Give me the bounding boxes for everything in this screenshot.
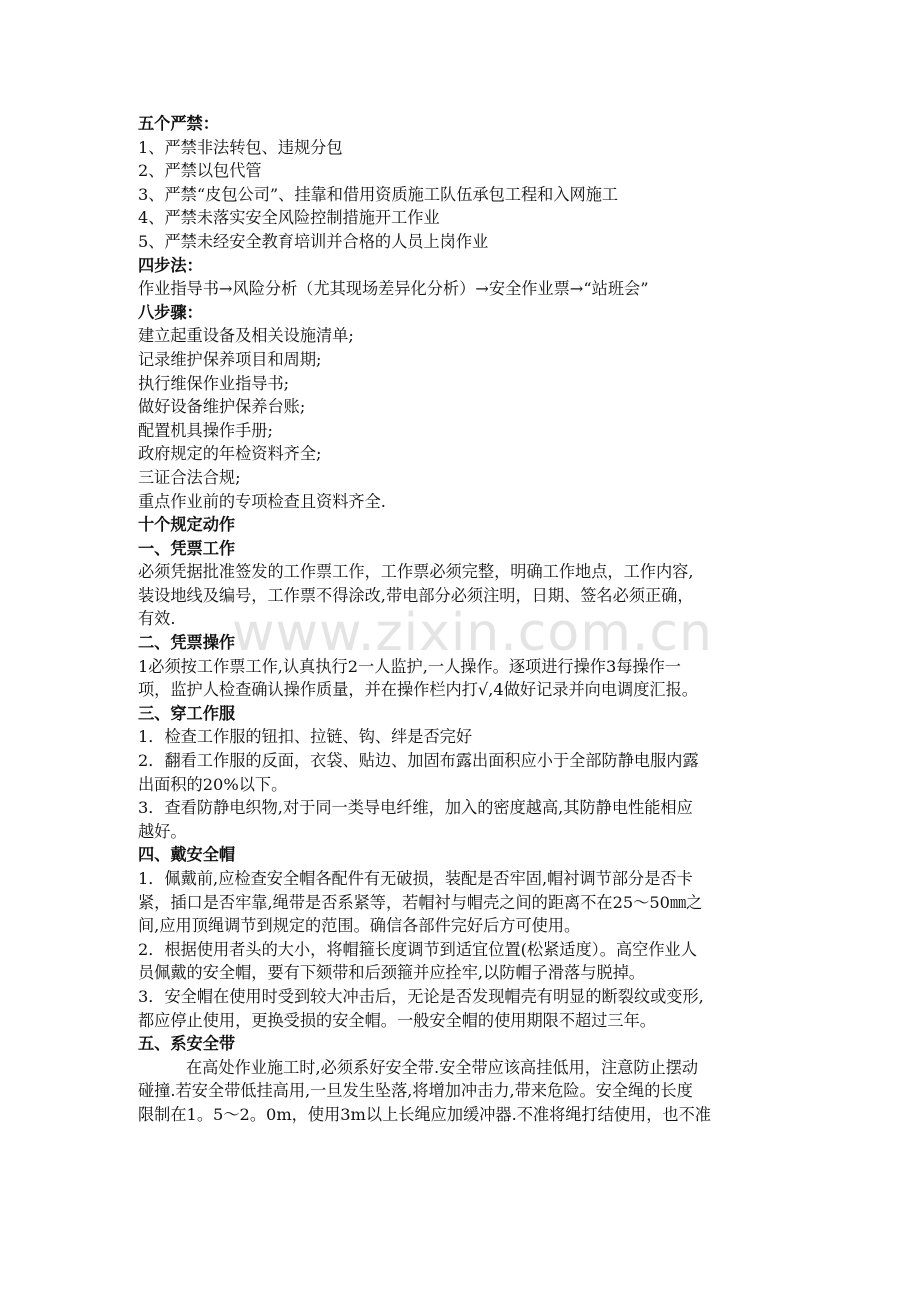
text-line: 建立起重设备及相关设施清单;: [138, 326, 354, 346]
text-line: 员佩戴的安全帽，要有下颏带和后颈箍并应拴牢,以防帽子滑落与脱掉。: [138, 963, 645, 983]
document-body: [138, 112, 788, 1127]
text-line: 1、严禁非法转包、违规分包: [138, 137, 343, 157]
text-line: 5、严禁未经安全教育培训并合格的人员上岗作业: [138, 231, 489, 251]
text-line: 装设地线及编号，工作票不得涂改,带电部分必须注明，日期、签名必须正确，: [138, 585, 694, 605]
text-line: 4、严禁未落实安全风险控制措施开工作业: [138, 208, 440, 228]
text-line: 3．安全帽在使用时受到较大冲击后，无论是否发现帽壳有明显的断裂纹或变形,: [138, 986, 704, 1006]
text-line: 3、严禁“皮包公司”、挂靠和借用资质施工队伍承包工程和入网施工: [138, 184, 619, 204]
section-heading: 二、凭票操作: [138, 633, 236, 653]
section-heading: 四、戴安全帽: [138, 845, 236, 865]
text-line: 执行维保作业指导书;: [138, 373, 290, 393]
text-line: 2、严禁以包代管: [138, 161, 262, 181]
section-heading: 三、穿工作服: [138, 703, 236, 723]
text-line: 紧，插口是否牢靠,绳带是否系紧等，若帽衬与帽壳之间的距离不在25～50㎜之: [138, 892, 703, 912]
text-line: 碰撞.若安全带低挂高用,一旦发生坠落,将增加冲击力,带来危险。安全绳的长度: [138, 1081, 693, 1101]
text-line: 项，监护人检查确认操作质量，并在操作栏内打√,4做好记录并向电调度汇报。: [138, 680, 698, 700]
text-line: 1．检查工作服的钮扣、拉链、钩、绊是否完好: [138, 727, 473, 747]
section-heading: 十个规定动作: [138, 515, 236, 535]
text-line: 作业指导书→风险分析（尤其现场差异化分析）→安全作业票→“站班会”: [138, 279, 649, 299]
section-heading: 四步法：: [138, 255, 203, 275]
text-line: 1必须按工作票工作,认真执行2一人监护,一人操作。逐项进行操作3每操作一: [138, 656, 681, 676]
text-line: 三证合法合规;: [138, 467, 241, 487]
watermark: www.zixin.com.cn: [232, 603, 713, 663]
text-line: 配置机具操作手册;: [138, 420, 273, 440]
section-heading: 八步骤：: [138, 302, 203, 322]
text-line: 做好设备维护保养台账;: [138, 397, 306, 417]
text-line: 在高处作业施工时,必须系好安全带.安全带应该高挂低用，注意防止摆动: [186, 1057, 699, 1077]
text-line: 出面积的20%以下。: [138, 774, 288, 794]
text-line: 1．佩戴前,应检查安全帽各配件有无破损，装配是否牢固,帽衬调节部分是否卡: [138, 869, 693, 888]
section-heading: 五、系安全带: [138, 1034, 236, 1054]
text-line: 越好。: [138, 821, 187, 841]
text-line: 限制在1。5～2。0m，使用3m以上长绳应加缓冲器.不准将绳打结使用，也不准: [138, 1104, 711, 1124]
text-line: 都应停止使用，更换受损的安全帽。一般安全帽的使用期限不超过三年。: [138, 1010, 656, 1030]
text-line: 记录维护保养项目和周期;: [138, 349, 322, 369]
text-line: 必须凭据批准签发的工作票工作，工作票必须完整，明确工作地点，工作内容,: [138, 562, 694, 582]
text-line: 政府规定的年检资料齐全;: [138, 444, 322, 464]
text-line: 3．查看防静电织物,对于同一类导电纤维，加入的密度越高,其防静电性能相应: [138, 798, 693, 818]
text-line: 2．根据使用者头的大小，将帽箍长度调节到适宜位置(松紧适度）。高空作业人: [138, 939, 697, 959]
section-heading: 五个严禁：: [138, 114, 219, 133]
section-heading: 一、凭票工作: [138, 538, 236, 558]
text-line: 有效.: [138, 609, 176, 629]
text-line: 2．翻看工作服的反面，衣袋、贴边、加固布露出面积应小于全部防静电服内露: [138, 751, 699, 771]
text-line: 间,应用顶绳调节到规定的范围。确信各部件完好后方可使用。: [138, 916, 581, 936]
text-line: 重点作业前的专项检查且资料齐全.: [138, 491, 386, 511]
